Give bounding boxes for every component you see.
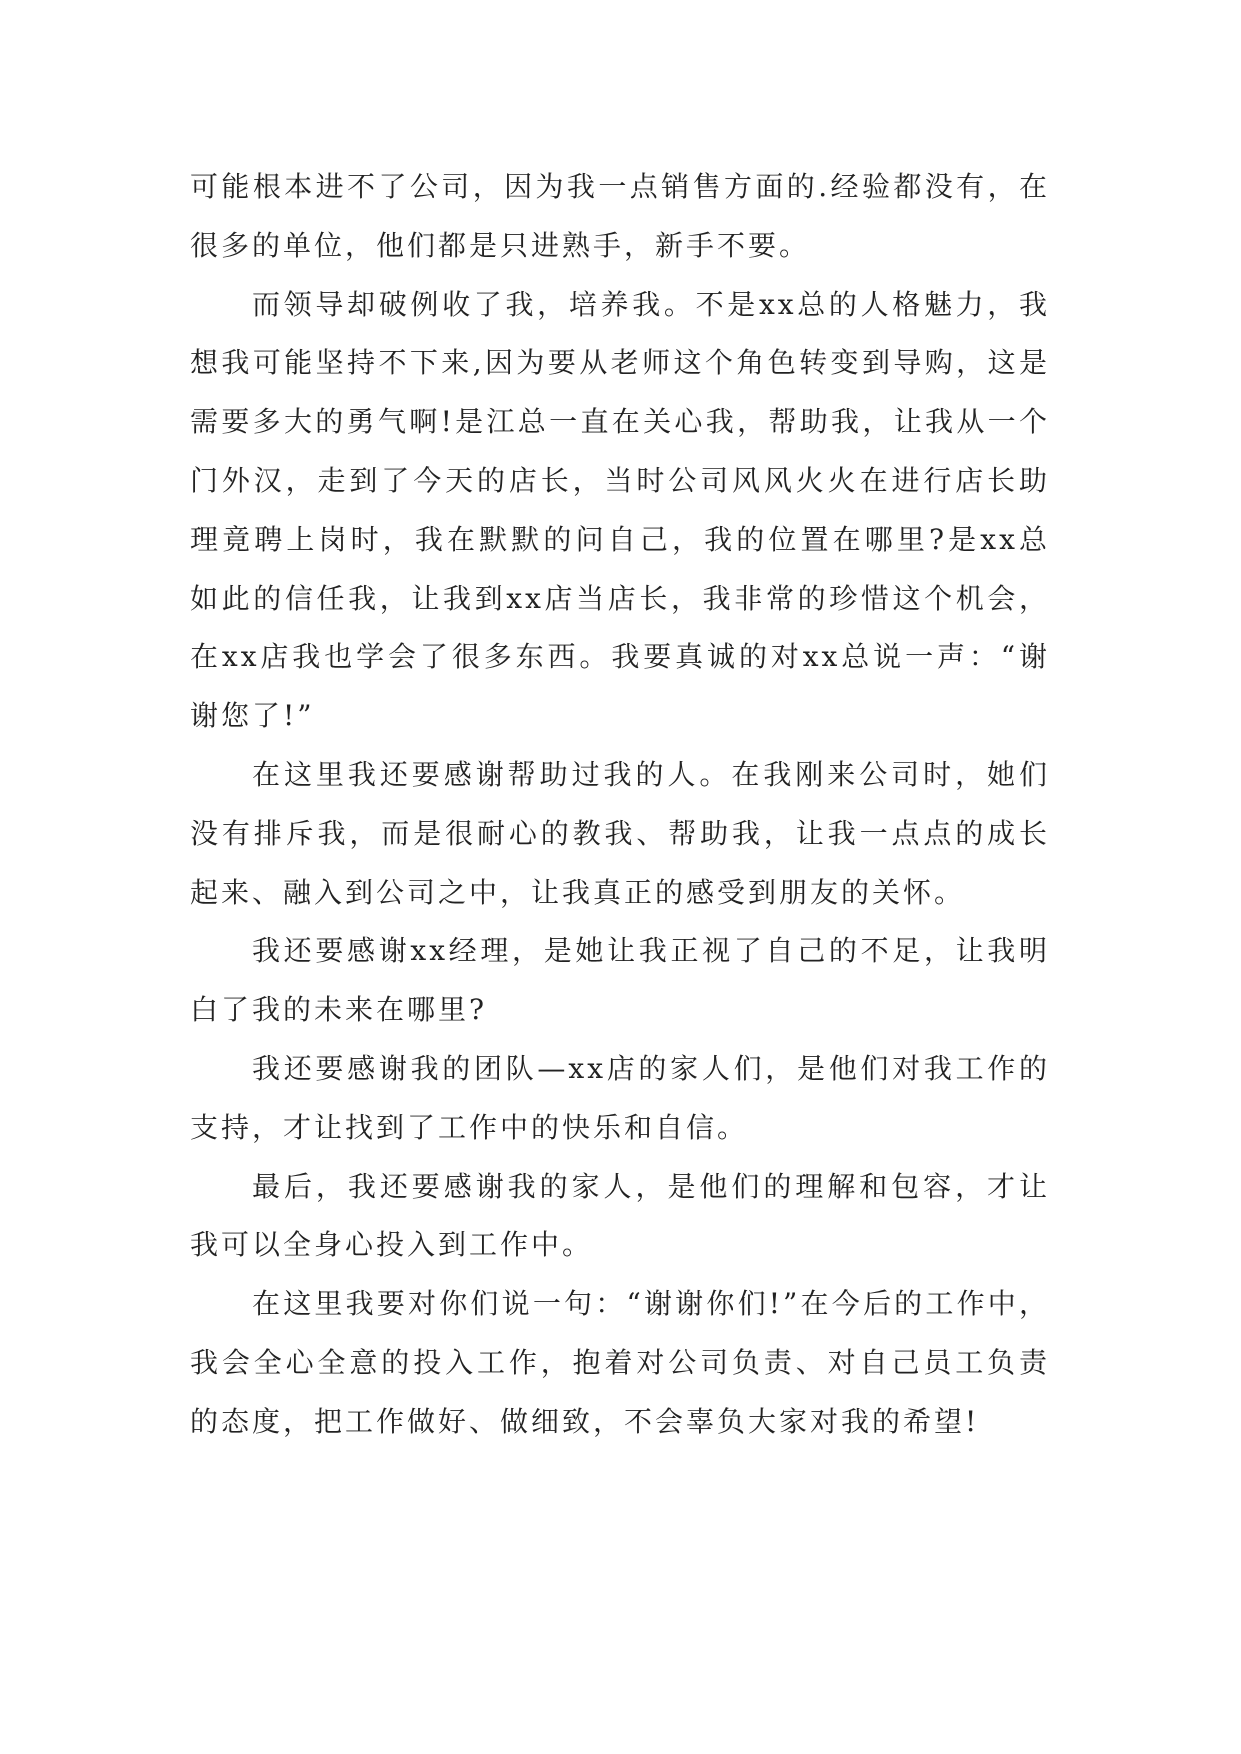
paragraph-6: 最后，我还要感谢我的家人，是他们的理解和包容，才让我可以全身心投入到工作中。 [190,1169,1050,1262]
paragraph-5: 我还要感谢我的团队—xx店的家人们，是他们对我工作的支持，才让找到了工作中的快乐和自信。 [190,1051,1050,1144]
paragraph-4: 我还要感谢xx经理，是她让我正视了自己的不足，让我明白了我的未来在哪里? [190,934,1050,1027]
body-text [190,158,1050,1452]
paragraph-1: 可能根本进不了公司，因为我一点销售方面的.经验都没有，在很多的单位，他们都是只进熟手，新手不要。 [190,170,1050,262]
paragraph-2: 而领导却破例收了我，培养我。不是xx总的人格魅力，我想我可能坚持不下来,因为要从老师这个角色转变到导购，这是需要多大的勇气啊!是江总一直在关心我，帮助我，让我从一个门外汉，走到了今天的店长，当时公司风风火火在进行店长助理竟聘上岗时，我在默默的问自己，我的位置在哪里?是xx总如此的信任我，让我到xx店当店长，我非常的珍惜这个机会，在xx店我也学会了很多东西。我要真诚的对xx总说一声：“谢谢您了!” [190,287,1050,733]
paragraph-7: 在这里我要对你们说一句：“谢谢你们!”在今后的工作中，我会全心全意的投入工作，抱着对公司负责、对自己员工负责的态度，把工作做好、做细致，不会辜负大家对我的希望! [190,1287,1050,1438]
paragraph-3: 在这里我还要感谢帮助过我的人。在我刚来公司时，她们没有排斥我，而是很耐心的教我、帮助我，让我一点点的成长起来、融入到公司之中，让我真正的感受到朋友的关怀。 [190,757,1050,909]
